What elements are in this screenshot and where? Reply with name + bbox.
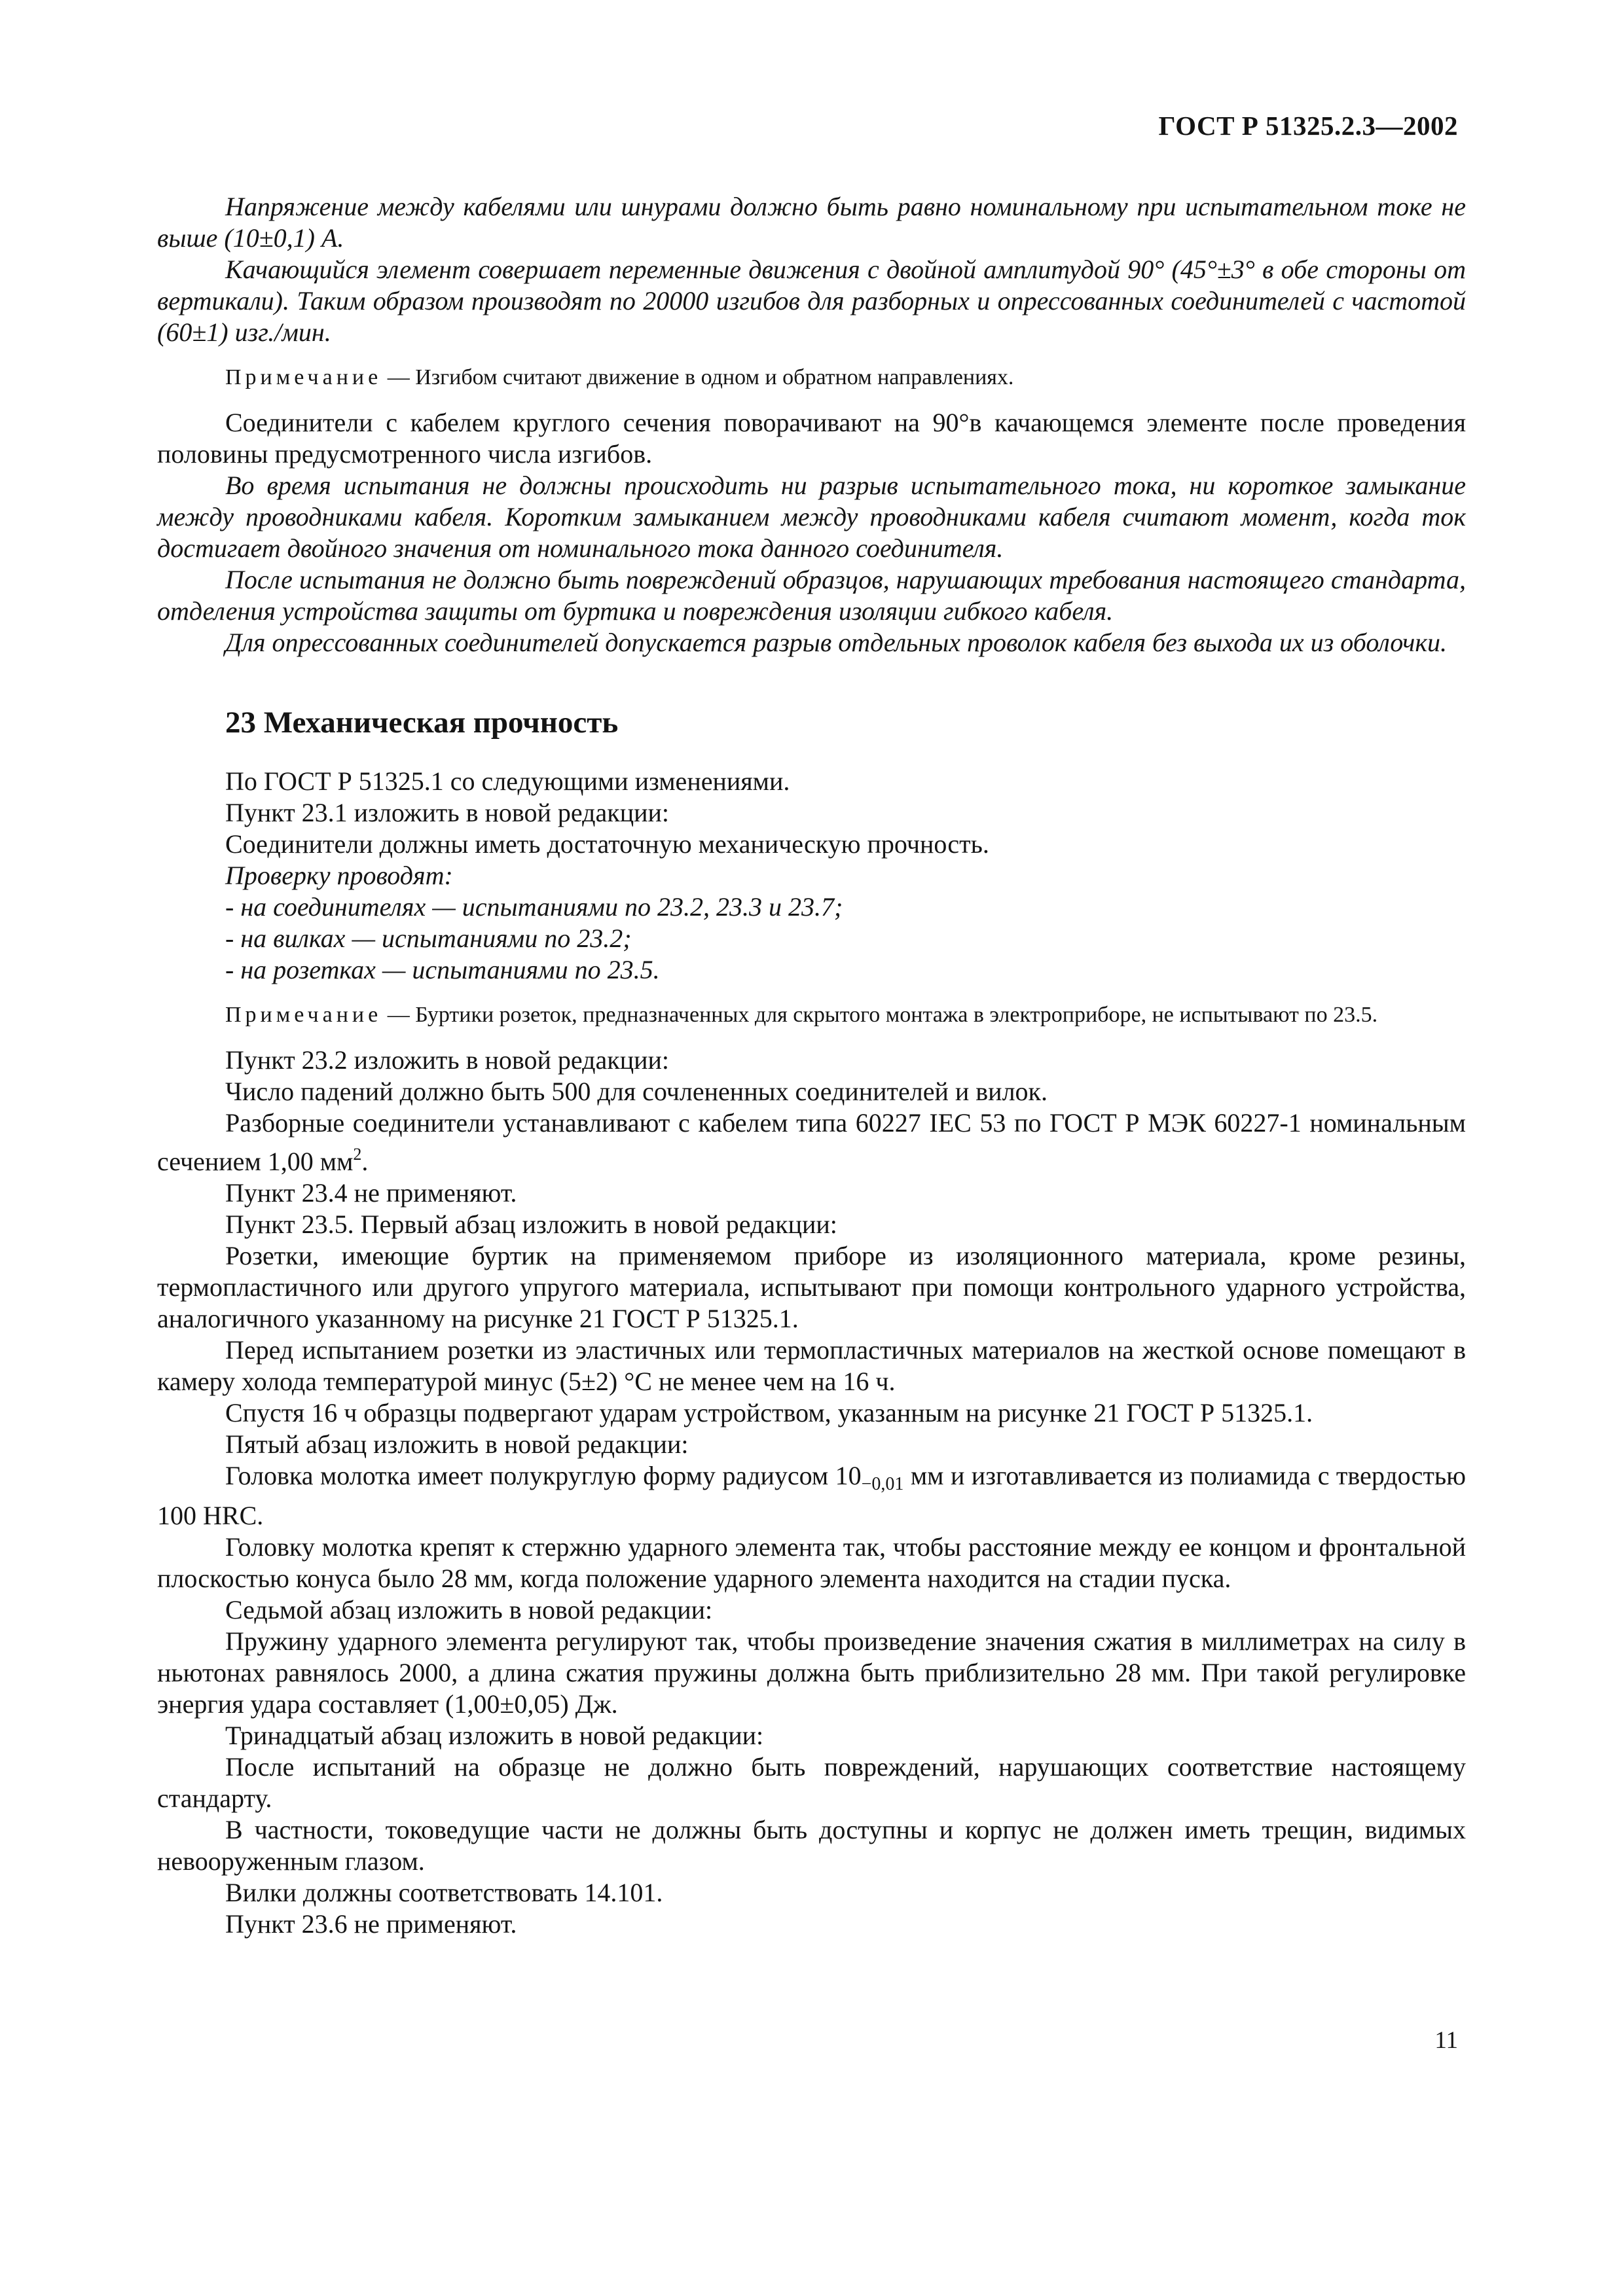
paragraph: Пружину ударного элемента регулируют так, чтобы произведение значения сжатия в миллиметрах на силу в ньютонах равнялось 2000, а длина сжатия пружины должна быть приблизительно 28 мм. При такой регулировке энергия удара составляет (1,00±0,05) Дж. bbox=[157, 1626, 1466, 1719]
subscript: −0,01 bbox=[861, 1474, 904, 1494]
paragraph: Вилки должны соответствовать 14.101. bbox=[225, 1878, 663, 1907]
paragraph: Во время испытания не должны происходить ни разрыв испытательного тока, ни короткое замыкание между проводниками кабеля. Коротким замыканием между проводниками кабеля считают момент, когда ток достигает двойного значения от номинального тока данного соединителя. bbox=[157, 471, 1466, 563]
note bbox=[157, 1001, 1466, 1029]
paragraph bbox=[157, 1460, 1466, 1532]
list-item: - на розетках — испытаниями по 23.5. bbox=[225, 955, 660, 984]
paragraph bbox=[157, 1107, 1466, 1177]
paragraph: Пункт 23.4 не применяют. bbox=[225, 1178, 517, 1208]
paragraph-text: Головка молотка имеет полукруглую форму радиусом 10 bbox=[225, 1461, 862, 1490]
paragraph: Пятый абзац изложить в новой редакции: bbox=[225, 1429, 689, 1459]
paragraph: После испытаний на образце не должно быть повреждений, нарушающих соответствие настоящему стандарту. bbox=[157, 1752, 1466, 1813]
paragraph: Качающийся элемент совершает переменные движения с двойной амплитудой 90° (45°±3° в обе стороны от вертикали). Таким образом производят по 20000 изгибов для разборных и опрессованных соединителей с частотой (60±1) изг./мин. bbox=[157, 255, 1466, 347]
paragraph: Число падений должно быть 500 для сочлененных соединителей и вилок. bbox=[225, 1077, 1048, 1106]
paragraph: Спустя 16 ч образцы подвергают ударам устройством, указанным на рисунке 21 ГОСТ Р 51325.1. bbox=[225, 1398, 1313, 1427]
paragraph: Пункт 23.5. Первый абзац изложить в новой редакции: bbox=[225, 1210, 837, 1239]
paragraph-text: мм и изготавливается из полиамида с твердостью 100 HRC. bbox=[157, 1461, 1466, 1530]
note-text: — Буртики розеток, предназначенных для скрытого монтажа в электроприборе, не испытывают по 23.5. bbox=[382, 1003, 1378, 1027]
paragraph: Пункт 23.6 не применяют. bbox=[225, 1909, 517, 1939]
paragraph: Тринадцатый абзац изложить в новой редакции: bbox=[225, 1721, 764, 1750]
paragraph: Проверку проводят: bbox=[225, 861, 453, 890]
list-item: - на вилках — испытаниями по 23.2; bbox=[225, 924, 632, 953]
paragraph: Головку молотка крепят к стержню ударного элемента так, чтобы расстояние между ее концом и фронтальной плоскостью конуса было 28 мм, когда положение ударного элемента находится на стадии пуска. bbox=[157, 1532, 1466, 1593]
document-code-header: ГОСТ Р 51325.2.3—2002 bbox=[1158, 111, 1458, 141]
note-text: — Изгибом считают движение в одном и обратном направлениях. bbox=[382, 365, 1014, 389]
note bbox=[157, 364, 1466, 391]
paragraph: Соединители с кабелем круглого сечения поворачивают на 90°в качающемся элементе после проведения половины предусмотренного числа изгибов. bbox=[157, 408, 1466, 469]
note-label: Примечание bbox=[225, 1003, 382, 1027]
paragraph: По ГОСТ Р 51325.1 со следующими изменениями. bbox=[225, 766, 790, 796]
paragraph: Перед испытанием розетки из эластичных или термопластичных материалов на жесткой основе помещают в камеру холода температурой минус (5±2) °С не менее чем на 16 ч. bbox=[157, 1335, 1466, 1396]
paragraph-text: Разборные соединители устанавливают с кабелем типа 60227 IEC 53 по ГОСТ Р МЭК 60227-1 номинальным сечением 1,00 мм bbox=[157, 1108, 1466, 1176]
paragraph: Соединители должны иметь достаточную механическую прочность. bbox=[225, 829, 989, 859]
paragraph: Седьмой абзац изложить в новой редакции: bbox=[225, 1595, 713, 1624]
paragraph: В частности, токоведущие части не должны быть доступны и корпус не должен иметь трещин, видимых невооруженным глазом. bbox=[157, 1815, 1466, 1876]
paragraph: Напряжение между кабелями или шнурами должно быть равно номинальному при испытательном токе не выше (10±0,1) А. bbox=[157, 192, 1466, 253]
superscript: 2 bbox=[353, 1145, 362, 1164]
paragraph: После испытания не должно быть повреждений образцов, нарушающих требования настоящего стандарта, отделения устройства защиты от буртика и повреждения изоляции гибкого кабеля. bbox=[157, 565, 1466, 626]
paragraph: Пункт 23.1 изложить в новой редакции: bbox=[225, 798, 670, 827]
list-item: - на соединителях — испытаниями по 23.2, 23.3 и 23.7; bbox=[225, 892, 843, 922]
paragraph: Пункт 23.2 изложить в новой редакции: bbox=[225, 1045, 670, 1075]
paragraph: Для опрессованных соединителей допускается разрыв отдельных проволок кабеля без выхода их из оболочки. bbox=[225, 628, 1448, 657]
paragraph-text: . bbox=[361, 1147, 369, 1176]
paragraph: Розетки, имеющие буртик на применяемом приборе из изоляционного материала, кроме резины, термопластичного или другого упругого материала, испытывают при помощи контрольного ударного устройства, аналогичного указанному на рисунке 21 ГОСТ Р 51325.1. bbox=[157, 1241, 1466, 1333]
page-number: 11 bbox=[1434, 2027, 1458, 2054]
section-heading: 23 Механическая прочность bbox=[225, 706, 619, 740]
page-body bbox=[157, 191, 1466, 1940]
note-label: Примечание bbox=[225, 365, 382, 389]
